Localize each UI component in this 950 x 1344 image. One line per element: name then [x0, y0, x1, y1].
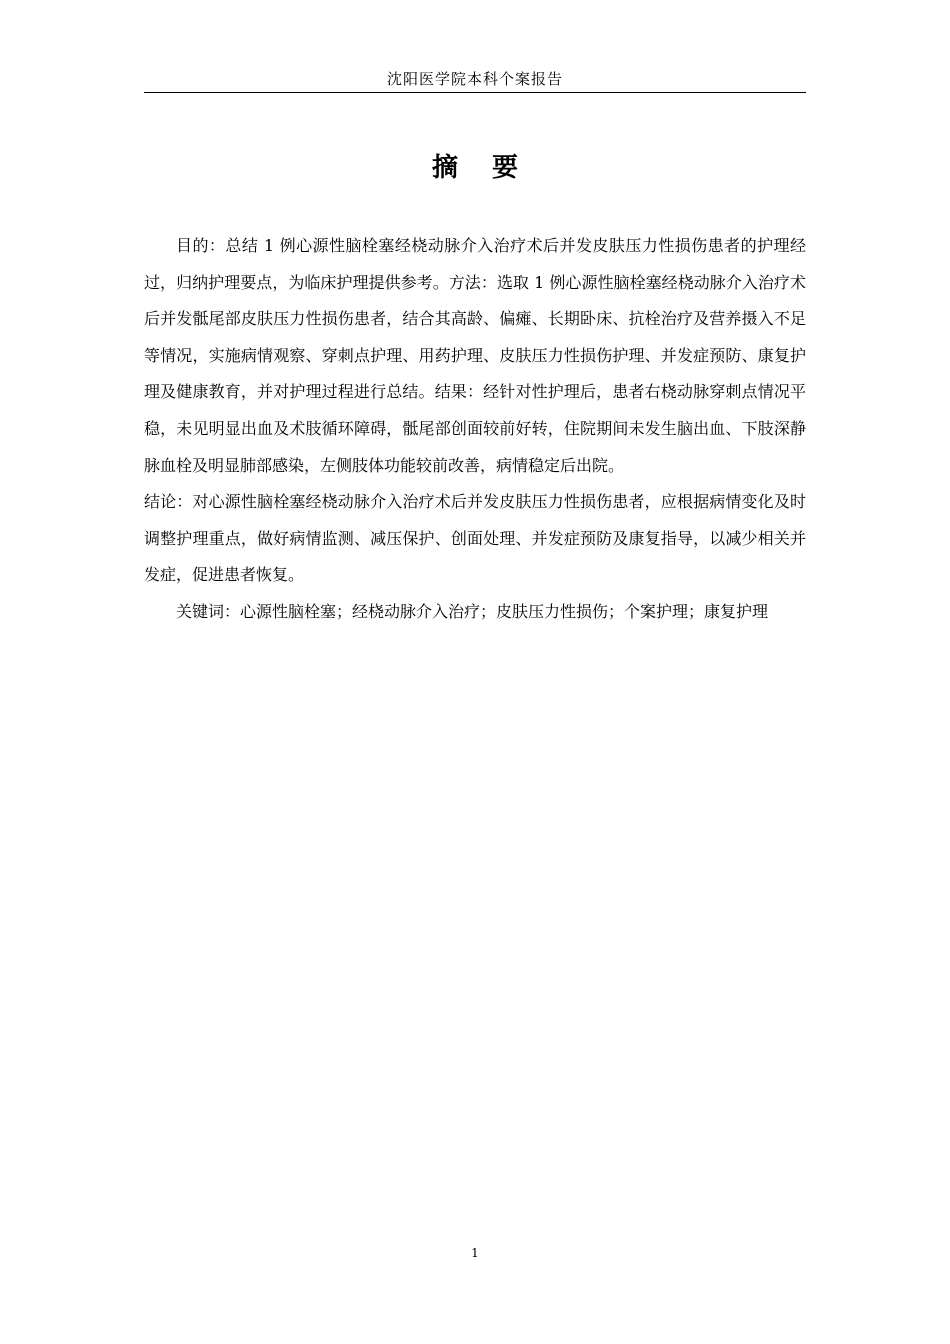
keywords-label: 关键词： [176, 601, 241, 621]
title-char-2: 要 [492, 153, 519, 183]
conclusion-label: 结论： [144, 492, 193, 512]
objective-text: 总结 1 例心源性脑栓塞经桡动脉介入治疗术后并发皮肤压力性损伤患者的护理经过，归纳护理要点，为临床护理提供参考。 [144, 236, 806, 292]
page-header [144, 66, 806, 93]
keywords-paragraph [144, 594, 806, 631]
header-text: 沈阳医学院本科个案报告 [386, 70, 563, 88]
page-number: 1 [471, 1246, 479, 1260]
abstract-body [144, 228, 806, 631]
title-char-1: 摘 [431, 153, 458, 183]
page-title [0, 148, 950, 188]
objective-label: 目的： [176, 236, 226, 255]
result-text: 经针对性护理后，患者右桡动脉穿刺点情况平稳，未见明显出血及术肢循环障碍，骶尾部创面较前好转，住院期间未发生脑出血、下肢深静脉血栓及明显肺部感染，左侧肢体功能较前改善，病情稳定后出院。 [144, 382, 806, 475]
method-label: 方法： [448, 272, 497, 292]
keywords-text: 心源性脑栓塞；经桡动脉介入治疗；皮肤压力性损伤；个案护理；康复护理 [240, 601, 769, 621]
abstract-paragraph [144, 228, 806, 594]
result-label: 结果： [434, 382, 484, 402]
conclusion-text: 对心源性脑栓塞经桡动脉介入治疗术后并发皮肤压力性损伤患者，应根据病情变化及时调整护理重点，做好病情监测、减压保护、创面处理、并发症预防及康复指导，以减少相关并发症，促进患者恢复。 [144, 492, 806, 585]
method-text: 选取 1 例心源性脑栓塞经桡动脉介入治疗术后并发骶尾部皮肤压力性损伤患者，结合其高龄、偏瘫、长期卧床、抗栓治疗及营养摄入不足等情况，实施病情观察、穿刺点护理、用药护理、皮肤压力性损伤护理、并发症预防、康复护理及健康教育，并对护理过程进行总结。 [144, 272, 806, 402]
